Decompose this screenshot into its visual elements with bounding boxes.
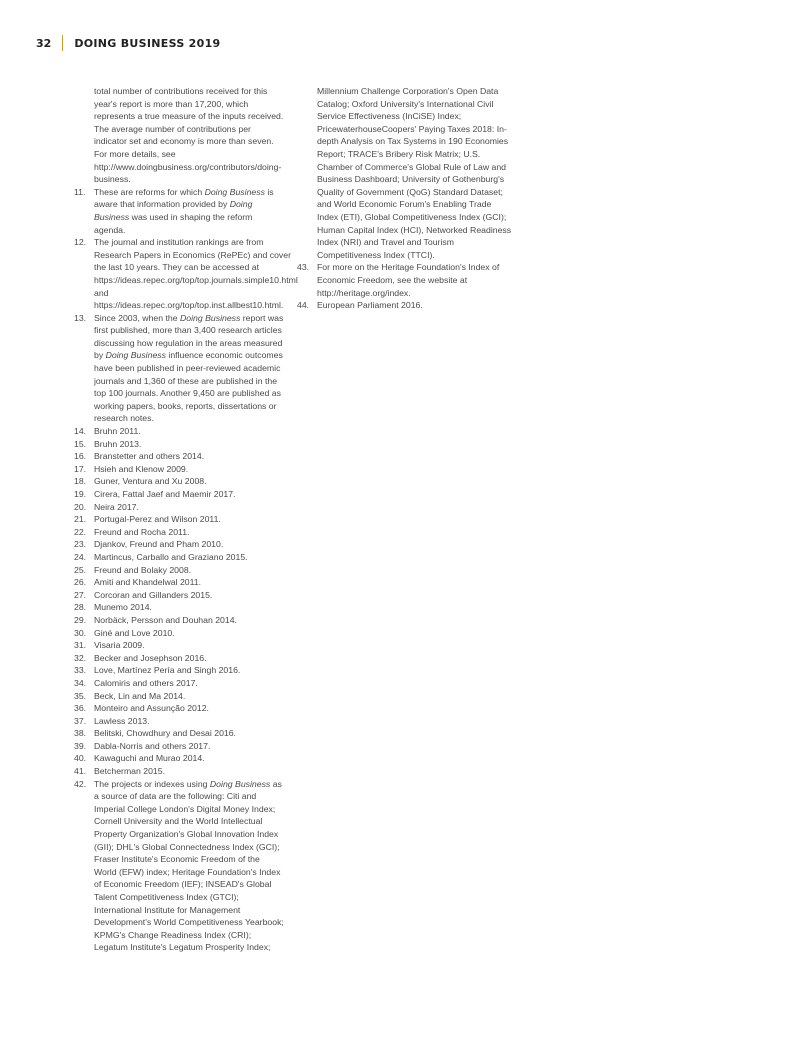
note-text: Corcoran and Gillanders 2015. xyxy=(94,589,213,600)
notes-column-left xyxy=(74,85,298,954)
note-item xyxy=(74,677,284,690)
note-number: 39. xyxy=(74,740,87,751)
note-text: Dabla-Norris and others 2017. xyxy=(94,740,211,751)
note-number: 33. xyxy=(74,665,87,676)
report-title: DOING BUSINESS 2019 xyxy=(74,36,221,50)
note-12 xyxy=(74,236,298,312)
note-text: Betcherman 2015. xyxy=(94,766,165,777)
note-item xyxy=(74,765,284,778)
note-number: 40. xyxy=(74,753,87,764)
note-11 xyxy=(74,186,284,236)
note-item xyxy=(74,526,284,539)
note-text: Neira 2017. xyxy=(94,501,139,512)
note-text: Since 2003, when the Doing Business report was first published, more than 3,400 research articles discussing how regulation in the areas measured by Doing Business influence economic outcomes have been published in peer-reviewed academic journals and 1,360 of these are published in the top 100 journals. Another 9,450 are published as working papers, books, reports, dissertations or research notes. xyxy=(94,312,284,424)
note-text: Guner, Ventura and Xu 2008. xyxy=(94,476,207,487)
note-item xyxy=(74,702,284,715)
note-item xyxy=(74,601,284,614)
note-text: Munemo 2014. xyxy=(94,602,152,613)
note-number: 41. xyxy=(74,766,87,777)
note-number: 42. xyxy=(74,778,87,789)
note-item xyxy=(74,463,284,476)
note-number: 17. xyxy=(74,463,87,474)
note-text: Beck, Lin and Ma 2014. xyxy=(94,690,186,701)
note-number: 38. xyxy=(74,728,87,739)
note-text: Freund and Bolaky 2008. xyxy=(94,564,192,575)
note-42 xyxy=(74,778,284,954)
note-text: Cirera, Fattal Jaef and Maemir 2017. xyxy=(94,489,236,499)
note-number: 34. xyxy=(74,677,87,688)
note-item xyxy=(74,614,284,627)
note-number: 24. xyxy=(74,551,87,562)
note-item xyxy=(74,438,284,451)
note-text: Amiti and Khandelwal 2011. xyxy=(94,577,202,588)
note-item xyxy=(74,576,284,589)
note-text: For more on the Heritage Foundation's Index of Economic Freedom, see the website at http://heritage.org/index. xyxy=(317,262,500,298)
note-number: 43. xyxy=(297,262,310,273)
note-43 xyxy=(297,261,512,299)
note-number: 35. xyxy=(74,690,87,701)
note-text: Norbäck, Persson and Douhan 2014. xyxy=(94,614,237,625)
note-44 xyxy=(297,299,512,312)
note-text: Djankov, Freund and Pham 2010. xyxy=(94,539,224,550)
note-10-continuation: total number of contributions received for this year's report is more than 17,200, which represents a true measure of the inputs received. The average number of contributions per indicator set and economy is more than seven. For more details, see http://www.doingbusiness.org/contributors/doing-business. xyxy=(94,86,284,185)
note-item xyxy=(74,715,284,728)
note-text: Hsieh and Klenow 2009. xyxy=(94,463,189,474)
note-text: Martincus, Carballo and Graziano 2015. xyxy=(94,551,248,562)
note-item xyxy=(74,450,284,463)
note-item xyxy=(74,475,284,488)
note-item xyxy=(74,639,284,652)
note-text: European Parliament 2016. xyxy=(317,300,423,311)
note-number: 28. xyxy=(74,602,87,613)
note-item xyxy=(74,727,284,740)
page-number: 32 xyxy=(36,36,52,50)
note-text: Lawless 2013. xyxy=(94,715,150,726)
note-number: 27. xyxy=(74,589,87,600)
note-item xyxy=(74,501,284,514)
note-number: 32. xyxy=(74,652,87,663)
note-number: 18. xyxy=(74,476,87,487)
note-text: Portugal-Perez and Wilson 2011. xyxy=(94,514,221,525)
note-text: Love, Martínez Pería and Singh 2016. xyxy=(94,665,241,676)
note-text: Giné and Love 2010. xyxy=(94,627,175,638)
note-text: Branstetter and others 2014. xyxy=(94,451,205,462)
note-number: 16. xyxy=(74,451,87,462)
header-divider xyxy=(62,35,63,51)
note-number: 15. xyxy=(74,438,87,449)
notes-column-right xyxy=(297,85,512,312)
note-42-continuation: Millennium Challenge Corporation's Open Data Catalog; Oxford University's International Civil Service Effectiveness (InCiSE) Index; PricewaterhouseCoopers' Paying Taxes 2018: In-depth Analysis on Tax Systems in 190 Economies Report; TRACE's Bribery Risk Matrix; U.S. Chamber of Commerce's Global Rule of Law and Business Dashboard; University of Gothenburg's Quality of Government (QoG) Standard Dataset; and World Economic Forum's Enabling Trade Index (ETI), Global Competitiveness Index (GCI); Human Capital Index (HCI), Networked Readiness Index (NRI) and Travel and Tourism Competitiveness Index (TTCI). xyxy=(317,86,512,260)
note-text: The journal and institution rankings are from Research Papers in Economics (RePEc) and cover the last 10 years. They can be accessed at https://ideas.repec.org/top/top.journals.simple10.html and https://ideas.repec.org/top/top.inst.allbest10.html. xyxy=(94,237,298,311)
note-number: 30. xyxy=(74,627,87,638)
note-text: The projects or indexes using Doing Business as a source of data are the following: Citi and Imperial College London's Digital Money Index; Cornell University and the World Intellectual Property Organization's Global Innovation Index (GII); DHL's Global Connectedness Index (GCI); Fraser Institute's Economic Freedom of the World (EFW) index; Heritage Foundation's Index of Economic Freedom (IEF); INSEAD's Global Talent Competitiveness Index (GTCI); International Institute for Management Development's World Competitiveness Yearbook; KPMG's Change Readiness Index (CRI); Legatum Institute's Legatum Prosperity Index; xyxy=(94,778,284,953)
note-item xyxy=(74,425,284,438)
note-item xyxy=(74,627,284,640)
note-text: Kawaguchi and Murao 2014. xyxy=(94,753,205,764)
note-number: 44. xyxy=(297,300,310,311)
note-number: 14. xyxy=(74,426,87,437)
note-item xyxy=(74,564,284,577)
note-number: 21. xyxy=(74,514,87,525)
note-13 xyxy=(74,312,284,425)
note-item xyxy=(74,690,284,703)
note-number: 12. xyxy=(74,237,87,248)
note-number: 25. xyxy=(74,564,87,575)
note-number: 23. xyxy=(74,539,87,550)
note-text: Monteiro and Assunção 2012. xyxy=(94,703,209,714)
note-number: 26. xyxy=(74,577,87,588)
note-text: Bruhn 2011. xyxy=(94,426,141,437)
note-item xyxy=(74,752,284,765)
note-text: Bruhn 2013. xyxy=(94,438,142,449)
note-item xyxy=(74,538,284,551)
note-item xyxy=(74,488,284,501)
note-number: 20. xyxy=(74,501,87,512)
note-text: Visaria 2009. xyxy=(94,640,145,651)
note-item xyxy=(74,652,284,665)
note-item xyxy=(74,589,284,602)
note-number: 19. xyxy=(74,489,87,499)
note-text: Becker and Josephson 2016. xyxy=(94,652,207,663)
note-item xyxy=(74,551,284,564)
page-header xyxy=(36,35,221,51)
note-number: 29. xyxy=(74,614,87,625)
short-references-list xyxy=(74,425,284,778)
note-number: 13. xyxy=(74,312,87,323)
note-number: 36. xyxy=(74,703,87,714)
note-text: Calomiris and others 2017. xyxy=(94,677,198,688)
note-text: These are reforms for which Doing Business is aware that information provided by Doing Business was used in shaping the reform agenda. xyxy=(94,186,274,235)
note-number: 31. xyxy=(74,640,87,651)
note-item xyxy=(74,740,284,753)
note-item xyxy=(74,513,284,526)
note-number: 37. xyxy=(74,715,87,726)
note-text: Freund and Rocha 2011. xyxy=(94,526,190,537)
note-item xyxy=(74,664,284,677)
note-text: Belitski, Chowdhury and Desai 2016. xyxy=(94,728,236,739)
note-number: 22. xyxy=(74,526,87,537)
note-number: 11. xyxy=(74,186,86,197)
